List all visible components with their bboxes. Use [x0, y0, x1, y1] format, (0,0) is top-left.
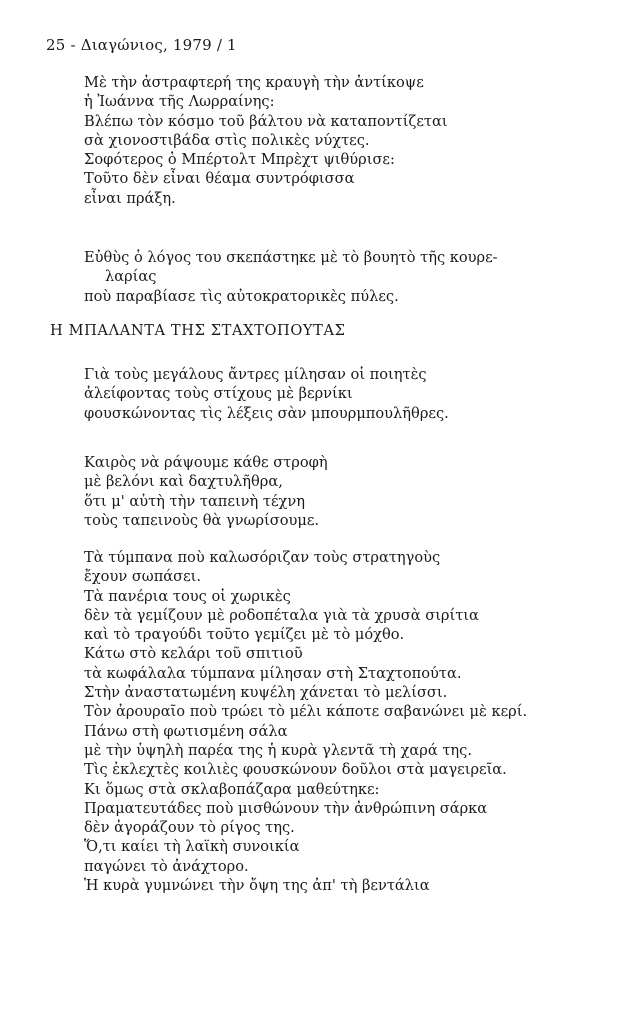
poem-line: σὰ χιονοστιβάδα στὶς πολικὲς νύχτες.: [84, 131, 370, 149]
poem-line: λαρίας: [105, 268, 157, 286]
poem-line: Βλέπω τὸν κόσμο τοῦ βάλτου νὰ καταποντίζεται: [84, 112, 448, 130]
poem-line: ὅτι μ' αὐτὴ τὴν ταπεινὴ τέχνη: [84, 492, 306, 510]
poem-line: Πραματευτάδες ποὺ μισθώνουν τὴν ἀνθρώπινη σάρκα: [84, 799, 488, 817]
poem-line: μὲ βελόνι καὶ δαχτυλῆθρα,: [84, 473, 283, 491]
poem-line: ἀλείφοντας τοὺς στίχους μὲ βερνίκι: [84, 385, 353, 403]
poem-line: εἶναι πράξη.: [84, 189, 176, 207]
poem-line: φουσκώνοντας τὶς λέξεις σὰν μπουρμπουλῆθρες.: [84, 404, 449, 422]
poem-line: καὶ τὸ τραγούδι τοῦτο γεμίζει μὲ τὸ μόχθο.: [84, 626, 405, 644]
poem-line: Τὶς ἐκλεχτὲς κοιλιὲς φουσκώνουν δοῦλοι στὰ μαγειρεῖα.: [84, 761, 507, 779]
poem-line: Σοφότερος ὁ Μπέρτολτ Μπρὲχτ ψιθύρισε:: [84, 151, 395, 169]
poem-line: Μὲ τὴν ἀστραφτερή της κραυγὴ τὴν ἀντίκοψε: [84, 74, 424, 91]
stanza-5: [84, 548, 527, 895]
stanza-2: [84, 248, 498, 306]
poem-line: Εὐθὺς ὁ λόγος του σκεπάστηκε μὲ τὸ βουητὸ τῆς κουρε-: [84, 249, 498, 266]
poem-line: Ἡ κυρὰ γυμνώνει τὴν ὄψη της ἀπ' τὴ βεντάλια: [84, 877, 430, 895]
stanza-4: [84, 453, 328, 530]
poem-line: Τὰ τύμπανα ποὺ καλωσόριζαν τοὺς στρατηγοὺς: [84, 549, 441, 566]
poem-line: Στὴν ἀναστατωμένη κυψέλη χάνεται τὸ μελίσσι.: [84, 684, 448, 702]
poem-line: Γιὰ τοὺς μεγάλους ἄντρες μίλησαν οἱ ποιητὲς: [84, 366, 427, 383]
stanza-3: [84, 365, 449, 423]
poem-line: δὲν ἀγοράζουν τὸ ρίγος της.: [84, 819, 295, 837]
poem-title: Η ΜΠΑΛΑΝΤΑ ΤΗΣ ΣΤΑΧΤΟΠΟΥΤΑΣ: [50, 322, 346, 339]
poem-line: Τοῦτο δὲν εἶναι θέαμα συντρόφισσα: [84, 170, 355, 188]
poem-line: Τὰ πανέρια τους οἱ χωρικὲς: [84, 587, 291, 605]
poem-line: μὲ τὴν ὑψηλὴ παρέα της ἡ κυρὰ γλεντᾶ τὴ χαρά της.: [84, 741, 472, 759]
poem-line: Τὸν ἀρουραῖο ποὺ τρώει τὸ μέλι κάποτε σαβανώνει μὲ κερί.: [84, 703, 528, 721]
poem-line: Κάτω στὸ κελάρι τοῦ σπιτιοῦ: [84, 645, 303, 663]
poem-line: Καιρὸς νὰ ράψουμε κάθε στροφὴ: [84, 454, 328, 471]
poem-line: Ὅ,τι καίει τὴ λαϊκὴ συνοικία: [84, 838, 300, 856]
poem-line: παγώνει τὸ ἀνάχτορο.: [84, 857, 249, 875]
poem-line: τοὺς ταπεινοὺς θὰ γνωρίσουμε.: [84, 511, 320, 529]
poem-line: ἡ Ἰωάννα τῆς Λωρραίνης:: [84, 93, 275, 111]
poem-line: δὲν τὰ γεμίζουν μὲ ροδοπέταλα γιὰ τὰ χρυσὰ σιρίτια: [84, 606, 479, 624]
running-head: 25 - Διαγώνιος, 1979 / 1: [46, 36, 237, 54]
poem-line: ἔχουν σωπάσει.: [84, 568, 202, 586]
poem-line: ποὺ παραβίασε τὶς αὐτοκρατορικὲς πύλες.: [84, 287, 399, 305]
poem-line: τὰ κωφάλαλα τύμπανα μίλησαν στὴ Σταχτοπούτα.: [84, 664, 462, 682]
poem-line: Πάνω στὴ φωτισμένη σάλα: [84, 722, 288, 740]
poem-line: Κι ὅμως στὰ σκλαβοπάζαρα μαθεύτηκε:: [84, 780, 380, 798]
stanza-1: [84, 73, 448, 208]
